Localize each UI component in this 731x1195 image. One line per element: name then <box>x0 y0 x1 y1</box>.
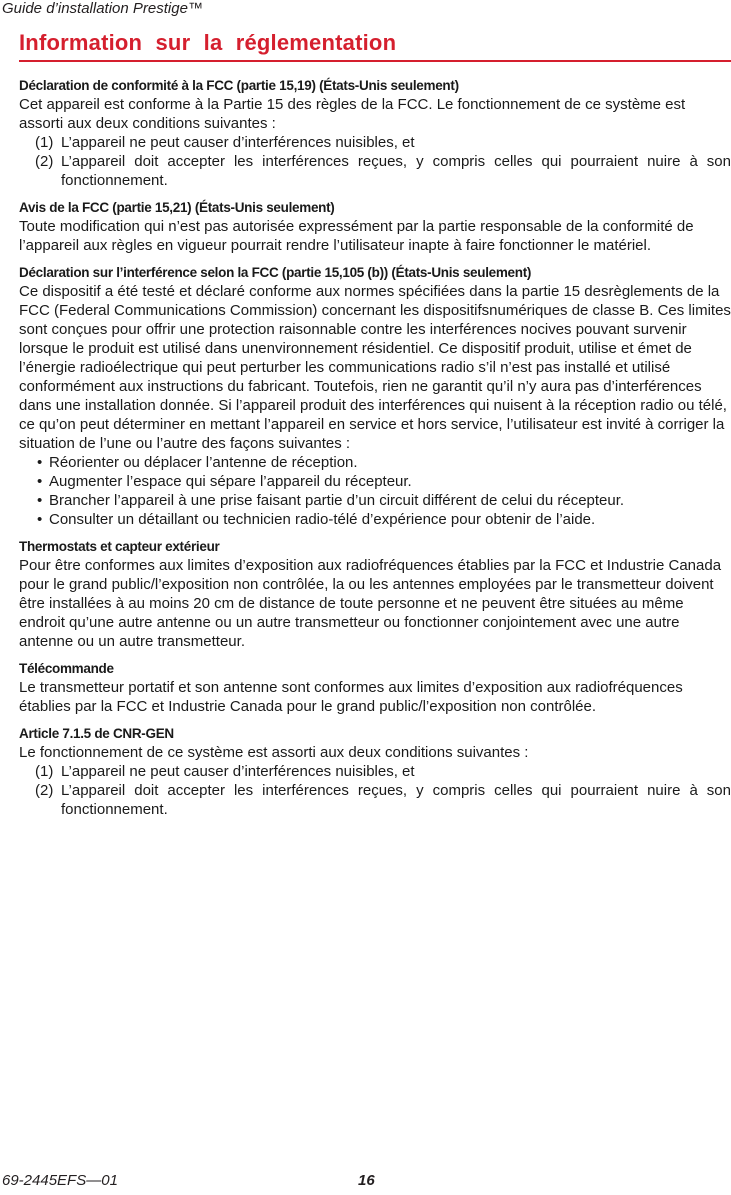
document-body <box>19 76 731 827</box>
section-heading: Déclaration sur l’interférence selon la FCC (partie 15,105 (b)) (États-Unis seulement) <box>19 265 532 280</box>
item-number: (1) <box>35 134 54 151</box>
section-body: Le transmetteur portatif et son antenne sont conformes aux limites d’exposition aux radiofréquences établies par la FCC et Industrie Canada pour le grand public/l’exposition non contrôlée. <box>19 679 683 715</box>
section-intro: Cet appareil est conforme à la Partie 15 des règles de la FCC. Le fonctionnement de ce système est assorti aux deux conditions suivantes : <box>19 96 686 132</box>
section-heading: Article 7.1.5 de CNR-GEN <box>19 726 174 741</box>
section-heading: Thermostats et capteur extérieur <box>19 539 220 554</box>
page-title: Information sur la réglementation <box>19 30 397 55</box>
list-item <box>35 781 731 819</box>
item-text: L’appareil doit accepter les interférences reçues, y compris celles qui pourraient nuire à son fonctionnement. <box>61 782 731 818</box>
page-number: 16 <box>358 1172 375 1189</box>
document-number: 69-2445EFS—01 <box>2 1172 118 1189</box>
running-header: Guide d’installation Prestige™ <box>2 0 203 17</box>
section-heading: Avis de la FCC (partie 15,21) (États-Unis seulement) <box>19 200 335 215</box>
section-intro: Le fonctionnement de ce système est assorti aux deux conditions suivantes : <box>19 744 529 761</box>
conditions-list <box>19 133 731 190</box>
section-cnr-gen <box>19 724 731 819</box>
list-item <box>35 762 731 781</box>
section-body: Ce dispositif a été testé et déclaré conforme aux normes spécifiées dans la partie 15 desrèglements de la FCC (Federal Communications Commission) concernant les dispositifsnumériques de classe B. Ces limites sont conçues pour offrir une protection raisonnable contre les interférences nocives pouvant survenir lorsque le produit est utilisé dans unenvironnement résidentiel. Ce dispositif produit, utilise et émet de l’énergie radioélectrique qui peut perturber les communications radio s’il n’est pas installé et utilisé conformément aux instructions du fabricant. Toutefois, rien ne garantit qu’il n’y aura pas d’interférences dans une installation donnée. Si l’appareil produit des interférences qui nuisent à la réception radio ou télé, ce qu’on peut déterminer en mettant l’appareil en service et hors service, l’utilisateur est invité à corriger la situation de l’une ou l’autre des façons suivantes : <box>19 283 731 452</box>
list-item: • Brancher l’appareil à une prise faisant partie d’un circuit différent de celui du récepteur. <box>37 491 731 510</box>
section-heading: Déclaration de conformité à la FCC (partie 15,19) (États-Unis seulement) <box>19 78 459 93</box>
item-text: L’appareil doit accepter les interférences reçues, y compris celles qui pourraient nuire à son fonctionnement. <box>61 153 731 189</box>
section-fcc-notice <box>19 198 731 255</box>
list-item: • Augmenter l’espace qui sépare l’appareil du récepteur. <box>37 472 731 491</box>
list-item <box>35 152 731 190</box>
section-body: Toute modification qui n’est pas autorisée expressément par la partie responsable de la conformité de l’appareil aux règles en vigueur pourrait rendre l’utilisateur inapte à faire fonctionner le matériel. <box>19 218 694 254</box>
section-thermostats <box>19 537 731 651</box>
item-number: (2) <box>35 782 54 799</box>
list-item <box>35 133 731 152</box>
conditions-list <box>19 762 731 819</box>
title-divider <box>19 60 731 62</box>
measures-list <box>19 453 731 529</box>
list-item: • Consulter un détaillant ou technicien radio-télé d’expérience pour obtenir de l’aide. <box>37 510 731 529</box>
item-text: L’appareil ne peut causer d’interférences nuisibles, et <box>61 134 415 151</box>
section-heading: Télécommande <box>19 661 114 676</box>
list-item: • Réorienter ou déplacer l’antenne de réception. <box>37 453 731 472</box>
item-number: (2) <box>35 153 54 170</box>
item-text: L’appareil ne peut causer d’interférences nuisibles, et <box>61 763 415 780</box>
item-number: (1) <box>35 763 54 780</box>
section-fcc-conformity <box>19 76 731 190</box>
section-remote-control <box>19 659 731 716</box>
section-body: Pour être conformes aux limites d’exposition aux radiofréquences établies par la FCC et Industrie Canada pour le grand public/l’exposition non contrôlée, la ou les antennes employées par le transmetteur doivent être installées à au moins 20 cm de distance de toute personne et ne peuvent être situées au même endroit qu’une autre antenne ou un autre transmetteur ou fonctionner conjointement avec une autre antenne ou un autre transmetteur. <box>19 557 722 650</box>
section-fcc-interference <box>19 263 731 529</box>
